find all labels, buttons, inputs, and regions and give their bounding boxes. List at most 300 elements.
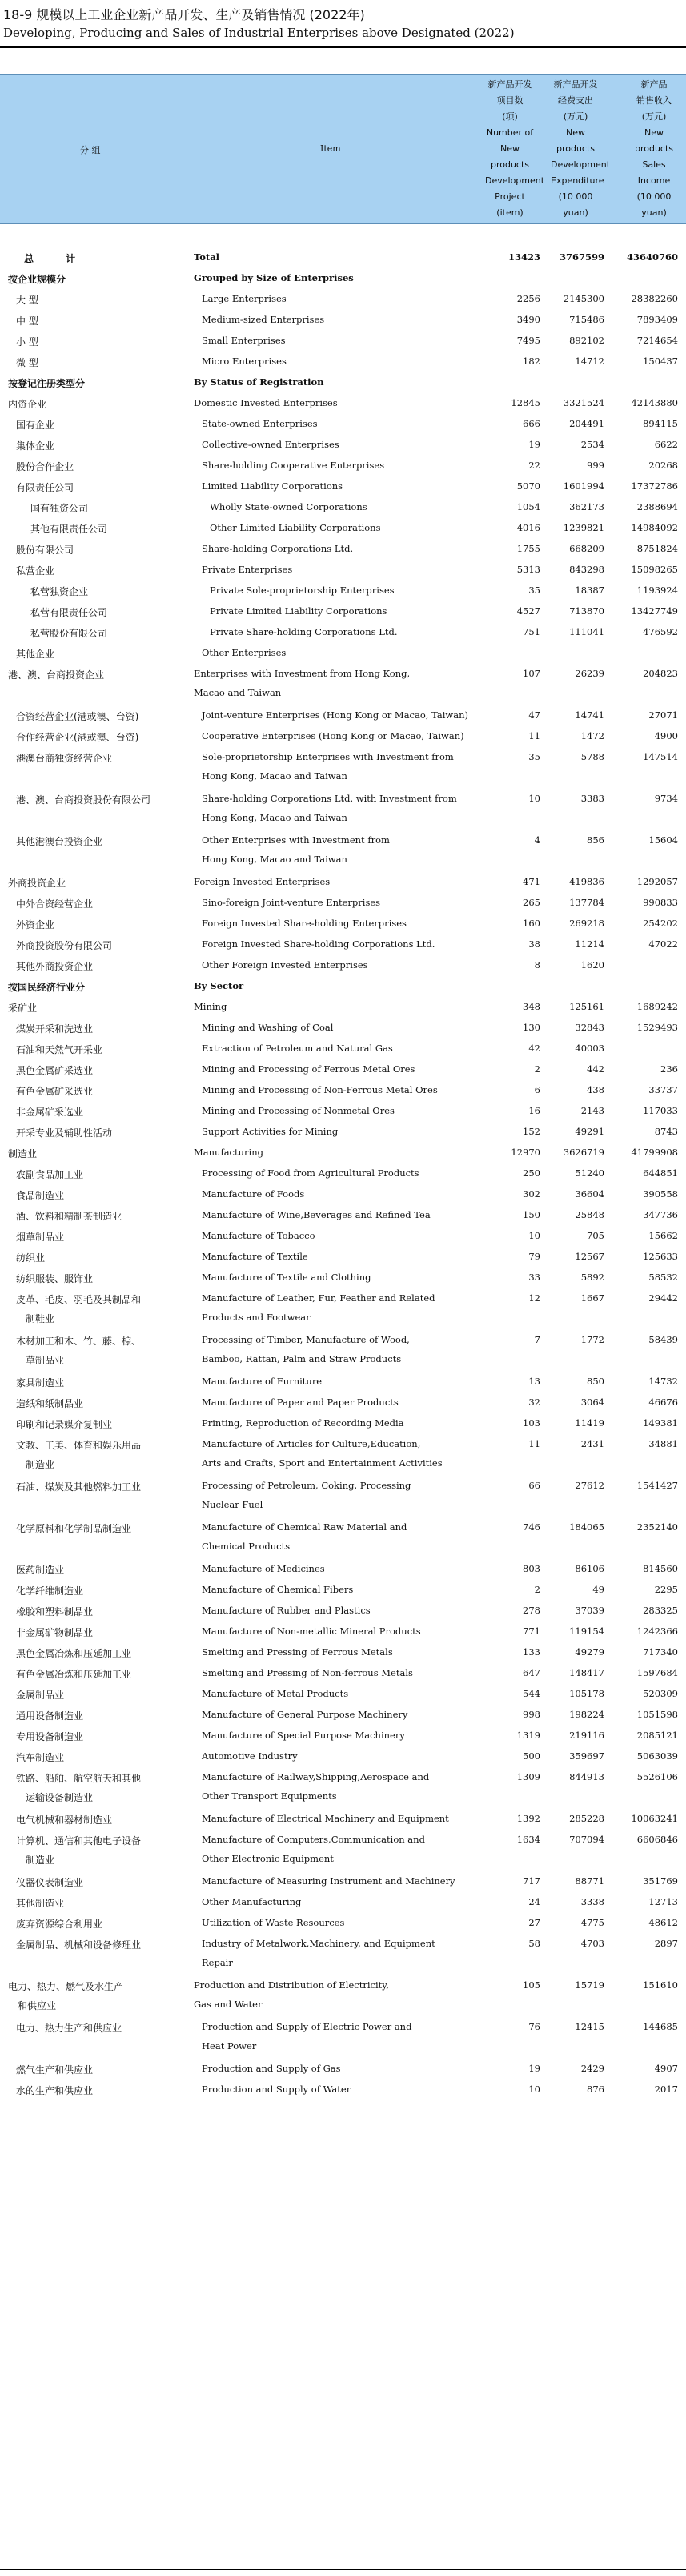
cell-sales: 814560 (643, 1563, 678, 1574)
row-label-cn: 开采专业及辅助性活动 (16, 1127, 113, 1139)
row-label-cn: 外商投资企业 (8, 878, 66, 889)
cell-projects: 35 (528, 585, 540, 596)
row-label-en: Large Enterprises (202, 293, 287, 304)
table-row (0, 831, 686, 873)
table-row (0, 1393, 686, 1414)
cell-projects: 666 (523, 418, 540, 429)
cell-projects: 4 (534, 834, 540, 846)
row-label-cn: 其他制造业 (16, 1898, 65, 1909)
cell-expenditure: 362173 (569, 501, 604, 512)
table-row (0, 1706, 686, 1726)
cell-sales: 20268 (648, 460, 678, 471)
row-label-en: Grouped by Size of Enterprises (194, 272, 354, 283)
cell-projects: 4527 (516, 605, 540, 617)
cell-expenditure: 844913 (569, 1771, 604, 1782)
cell-sales: 1529493 (636, 1022, 678, 1033)
cell-projects: 35 (528, 751, 540, 762)
cell-projects: 10 (528, 1230, 540, 1241)
cell-expenditure: 51240 (575, 1167, 604, 1179)
table-row (0, 790, 686, 831)
row-label-en: Manufacture of Computers,Communication and (202, 1834, 425, 1845)
row-label-en: Production and Distribution of Electricity, (194, 1979, 389, 1991)
header-line: Sales (642, 159, 666, 170)
cell-expenditure: 705 (587, 1230, 604, 1241)
cell-projects: 1319 (516, 1730, 540, 1741)
cell-expenditure: 876 (587, 2084, 604, 2095)
row-label-en: Foreign Invested Share-holding Corporations Ltd. (202, 938, 435, 950)
row-label-en: Manufacture of Leather, Fur, Feather and Related (202, 1292, 435, 1304)
cell-projects: 27 (528, 1917, 540, 1928)
cell-projects: 500 (523, 1750, 540, 1762)
cell-expenditure: 86106 (575, 1563, 604, 1574)
cell-sales: 17372786 (631, 480, 678, 492)
row-label-en-cont: Other Electronic Equipment (202, 1853, 334, 1864)
table-row (0, 956, 686, 977)
cell-expenditure: 49291 (575, 1126, 604, 1137)
row-label-cn-cont: 制造业 (26, 1459, 55, 1470)
cell-sales: 33737 (648, 1084, 678, 1095)
row-label-en: Other Foreign Invested Enterprises (202, 959, 368, 971)
cell-projects: 19 (528, 2063, 540, 2074)
row-label-cn-cont: 制造业 (26, 1855, 55, 1866)
row-label-en: Sino-foreign Joint-venture Enterprises (202, 897, 381, 908)
row-label-en: Manufacture of Metal Products (202, 1688, 349, 1699)
table-row (0, 602, 686, 623)
table-row (0, 1622, 686, 1643)
row-label-cn: 木材加工和木、竹、藤、棕、 (16, 1336, 142, 1347)
cell-projects: 12970 (511, 1147, 540, 1158)
row-label-cn: 中 型 (16, 315, 38, 327)
cell-expenditure: 18387 (575, 585, 604, 596)
cell-expenditure: 1239821 (563, 522, 604, 533)
cell-sales: 144685 (643, 2021, 678, 2032)
cell-projects: 302 (523, 1188, 540, 1200)
table-row (0, 1643, 686, 1664)
cell-sales: 254202 (643, 918, 678, 929)
cell-sales: 7214654 (636, 335, 678, 346)
cell-projects: 1054 (516, 501, 540, 512)
cell-projects: 3490 (516, 314, 540, 325)
cell-projects: 7495 (516, 335, 540, 346)
row-label-en: Production and Supply of Water (202, 2084, 351, 2095)
row-label-cn: 橡胶和塑料制品业 (16, 1606, 94, 1618)
row-label-en: Foreign Invested Share-holding Enterprises (202, 918, 407, 929)
cell-expenditure: 715486 (569, 314, 604, 325)
row-label-cn: 印刷和记录媒介复制业 (16, 1419, 113, 1430)
row-label-cn: 非金属矿采选业 (16, 1107, 84, 1118)
table-row (0, 1560, 686, 1581)
row-label-en-cont: Hong Kong, Macao and Taiwan (202, 854, 347, 865)
cell-expenditure: 14741 (575, 709, 604, 721)
cell-expenditure: 2431 (580, 1438, 604, 1449)
row-label-cn: 制造业 (8, 1148, 38, 1159)
cell-projects: 16 (528, 1105, 540, 1116)
table-row (0, 1893, 686, 1914)
row-label-cn: 石油和天然气开采业 (16, 1044, 103, 1055)
cell-expenditure: 219116 (569, 1730, 604, 1741)
row-label-cn: 医药制造业 (16, 1565, 65, 1576)
row-label-cn: 私营股份有限公司 (30, 628, 108, 639)
row-label-en: Manufacture of Medicines (202, 1563, 325, 1574)
row-label-cn: 国有独资公司 (30, 503, 89, 514)
row-label-en-cont: Heat Power (202, 2040, 257, 2052)
cell-sales: 14732 (648, 1376, 678, 1387)
cell-expenditure: 32843 (575, 1022, 604, 1033)
row-label-cn: 港澳台商独资经营企业 (16, 753, 113, 764)
table-row (0, 1227, 686, 1248)
cell-projects: 66 (528, 1480, 540, 1491)
cell-projects: 13 (528, 1376, 540, 1387)
table-row (0, 1872, 686, 1893)
cell-expenditure: 12567 (575, 1251, 604, 1262)
row-label-en: Processing of Petroleum, Coking, Processing (202, 1480, 411, 1491)
row-label-en: Private Sole-proprietorship Enterprises (210, 585, 395, 596)
row-label-cn: 烟草制品业 (16, 1232, 65, 1243)
row-label-en: Other Limited Liability Corporations (210, 522, 381, 533)
header-item-en: Item (320, 143, 341, 154)
cell-projects: 10 (528, 793, 540, 804)
table-row (0, 1685, 686, 1706)
table-row (0, 311, 686, 332)
cell-expenditure: 36604 (575, 1188, 604, 1200)
row-label-cn: 专用设备制造业 (16, 1731, 84, 1742)
row-label-en: Mining and Washing of Coal (202, 1022, 334, 1033)
row-label-en: Support Activities for Mining (202, 1126, 339, 1137)
table-row (0, 2080, 686, 2101)
header-line: 销售收入 (636, 95, 672, 106)
cell-expenditure: 892102 (569, 335, 604, 346)
cell-sales: 9734 (654, 793, 678, 804)
header-line: (万元) (641, 111, 667, 122)
cell-expenditure: 1772 (580, 1334, 604, 1345)
cell-sales: 204823 (643, 668, 678, 679)
cell-sales: 2388694 (636, 501, 678, 512)
table-row (0, 269, 686, 290)
cell-projects: 58 (528, 1938, 540, 1949)
row-label-en: Other Manufacturing (202, 1896, 302, 1907)
row-label-en: Total (194, 251, 220, 263)
table-row (0, 665, 686, 706)
header-line: Number of (486, 127, 534, 138)
cell-projects: 24 (528, 1896, 540, 1907)
header-line: (item) (496, 207, 524, 218)
row-label-cn: 股份有限公司 (16, 545, 74, 556)
cell-projects: 103 (523, 1417, 540, 1429)
cell-expenditure: 5788 (580, 751, 604, 762)
table-header (0, 74, 686, 224)
cell-expenditure: 25848 (575, 1209, 604, 1220)
cell-sales: 1689242 (636, 1001, 678, 1012)
row-label-cn-cont: 草制品业 (26, 1355, 65, 1366)
cell-sales: 717340 (643, 1646, 678, 1658)
cell-sales: 13427749 (631, 605, 678, 617)
cell-projects: 22 (528, 460, 540, 471)
row-label-cn: 非金属矿物制品业 (16, 1627, 94, 1638)
cell-expenditure: 198224 (569, 1709, 604, 1720)
row-label-en: Cooperative Enterprises (Hong Kong or Macao, Taiwan) (202, 730, 464, 741)
table-row (0, 248, 686, 269)
header-line: products (556, 143, 596, 154)
row-label-en: Printing, Reproduction of Recording Media (202, 1417, 404, 1429)
header-line: 新产品开发 (487, 79, 532, 90)
cell-projects: 8 (534, 959, 540, 971)
row-label-cn: 其他外商投资企业 (16, 961, 94, 972)
cell-sales: 2017 (654, 2084, 678, 2095)
table-row (0, 1414, 686, 1435)
row-label-cn: 其他港澳台投资企业 (16, 836, 103, 847)
cell-sales: 10063241 (631, 1813, 678, 1824)
table-row (0, 1581, 686, 1601)
row-label-en: Wholly State-owned Corporations (210, 501, 367, 512)
cell-expenditure: 119154 (569, 1626, 604, 1637)
cell-expenditure: 40003 (575, 1043, 604, 1054)
table-row (0, 1185, 686, 1206)
header-col-sales (629, 77, 679, 221)
row-label-en-cont: Products and Footwear (202, 1312, 311, 1323)
cell-sales: 351769 (643, 1875, 678, 1887)
cell-expenditure: 3767599 (559, 251, 604, 263)
header-line: Development (551, 159, 611, 170)
cell-projects: 182 (523, 356, 540, 367)
table-row (0, 977, 686, 998)
cell-sales: 990833 (643, 897, 678, 908)
table-row (0, 581, 686, 602)
table-row (0, 1019, 686, 1039)
header-line: 经费支出 (558, 95, 593, 106)
row-label-cn: 大 型 (16, 295, 38, 306)
row-label-en: Industry of Metalwork,Machinery, and Equipment (202, 1938, 435, 1949)
cell-projects: 12845 (511, 397, 540, 408)
cell-projects: 2 (534, 1063, 540, 1075)
cell-projects: 38 (528, 938, 540, 950)
cell-expenditure: 88771 (575, 1875, 604, 1887)
header-line: (10 000 yuan) (558, 191, 593, 218)
row-label-en-cont: Macao and Taiwan (194, 687, 282, 698)
table-title-cn: 18-9 规模以上工业企业新产品开发、生产及销售情况 (2022年) (3, 7, 365, 22)
header-line: Development (485, 175, 545, 186)
cell-expenditure: 105178 (569, 1688, 604, 1699)
cell-projects: 265 (523, 897, 540, 908)
row-label-cn: 中外合资经营企业 (16, 898, 94, 910)
row-label-cn: 化学纤维制造业 (16, 1585, 84, 1597)
cell-sales: 151610 (643, 1979, 678, 1991)
row-label-en: Manufacture of Wine,Beverages and Refined Tea (202, 1209, 431, 1220)
cell-projects: 5070 (516, 480, 540, 492)
cell-sales: 34881 (648, 1438, 678, 1449)
cell-expenditure: 285228 (569, 1813, 604, 1824)
table-row (0, 727, 686, 748)
cell-expenditure: 125161 (569, 1001, 604, 1012)
row-label-cn: 内资企业 (8, 399, 47, 410)
cell-expenditure: 442 (587, 1063, 604, 1075)
cell-sales: 58439 (648, 1334, 678, 1345)
bottom-rule (0, 2569, 686, 2570)
cell-expenditure: 11419 (575, 1417, 604, 1429)
cell-expenditure: 11214 (575, 938, 604, 950)
table-row (0, 415, 686, 436)
row-label-cn: 有色金属矿采选业 (16, 1086, 94, 1097)
table-row (0, 2060, 686, 2080)
row-label-en: Processing of Timber, Manufacture of Wood, (202, 1334, 410, 1345)
cell-sales: 390558 (643, 1188, 678, 1200)
row-label-cn: 合作经营企业(港或澳、台资) (16, 732, 139, 743)
table-row (0, 540, 686, 561)
header-line: products (634, 143, 674, 154)
row-label-cn: 仪器仪表制造业 (16, 1877, 84, 1888)
row-label-cn: 按登记注册类型分 (8, 378, 86, 389)
cell-sales: 2897 (654, 1938, 678, 1949)
row-label-en-cont: Arts and Crafts, Sport and Entertainment Activities (202, 1457, 443, 1469)
cell-sales: 8743 (654, 1126, 678, 1137)
row-label-en: Private Share-holding Corporations Ltd. (210, 626, 398, 637)
cell-expenditure: 668209 (569, 543, 604, 554)
table-row (0, 519, 686, 540)
cell-sales: 1051598 (636, 1709, 678, 1720)
cell-expenditure: 1601994 (563, 480, 604, 492)
cell-expenditure: 49279 (575, 1646, 604, 1658)
cell-sales: 29442 (648, 1292, 678, 1304)
row-label-en: Share-holding Corporations Ltd. with Investment from (202, 793, 457, 804)
row-label-cn: 通用设备制造业 (16, 1710, 84, 1722)
row-label-en: Share-holding Cooperative Enterprises (202, 460, 385, 471)
table-row (0, 998, 686, 1019)
row-label-cn: 总 计 (24, 253, 90, 264)
table-row (0, 1206, 686, 1227)
row-label-en: Joint-venture Enterprises (Hong Kong or Macao, Taiwan) (202, 709, 468, 721)
cell-projects: 42 (528, 1043, 540, 1054)
header-line: (项) (502, 111, 518, 122)
table-row (0, 914, 686, 935)
cell-projects: 1755 (516, 543, 540, 554)
cell-sales: 476592 (643, 626, 678, 637)
row-label-cn: 金属制品、机械和设备修理业 (16, 1939, 142, 1951)
table-row (0, 935, 686, 956)
header-line: New (644, 127, 664, 138)
row-label-en: Sole-proprietorship Enterprises with Investment from (202, 751, 454, 762)
row-label-en: Other Enterprises (202, 647, 287, 658)
row-label-en: Manufacture of Foods (202, 1188, 305, 1200)
cell-expenditure: 713870 (569, 605, 604, 617)
cell-sales: 2295 (654, 1584, 678, 1595)
cell-expenditure: 27612 (575, 1480, 604, 1491)
table-row (0, 644, 686, 665)
cell-sales: 47022 (648, 938, 678, 950)
header-line: Expenditure (551, 175, 604, 186)
cell-sales: 15604 (648, 834, 678, 846)
cell-expenditure: 148417 (569, 1667, 604, 1678)
row-label-en: Other Enterprises with Investment from (202, 834, 390, 846)
row-label-en: Smelting and Pressing of Ferrous Metals (202, 1646, 393, 1658)
table-row (0, 748, 686, 790)
cell-expenditure: 15719 (575, 1979, 604, 1991)
cell-projects: 152 (523, 1126, 540, 1137)
row-label-en: Manufacture of Railway,Shipping,Aerospace and (202, 1771, 430, 1782)
row-label-en: Enterprises with Investment from Hong Kong, (194, 668, 411, 679)
row-label-cn: 股份合作企业 (16, 461, 74, 472)
cell-projects: 47 (528, 709, 540, 721)
row-label-en: Manufacture of General Purpose Machinery (202, 1709, 408, 1720)
cell-sales: 147514 (643, 751, 678, 762)
row-label-cn: 纺织业 (16, 1252, 46, 1264)
cell-projects: 348 (523, 1001, 540, 1012)
row-label-cn: 港、澳、台商投资股份有限公司 (16, 794, 151, 806)
cell-sales: 27071 (648, 709, 678, 721)
row-label-cn: 私营有限责任公司 (30, 607, 108, 618)
header-col-expenditure (551, 77, 611, 221)
cell-projects: 32 (528, 1397, 540, 1408)
cell-projects: 803 (523, 1563, 540, 1574)
cell-projects: 746 (523, 1521, 540, 1533)
cell-sales: 12713 (648, 1896, 678, 1907)
table-row (0, 1123, 686, 1143)
cell-expenditure: 843298 (569, 564, 604, 575)
table-row (0, 1289, 686, 1331)
row-label-en: Manufacture of Textile and Clothing (202, 1272, 371, 1283)
cell-sales: 15662 (648, 1230, 678, 1241)
cell-expenditure: 49 (592, 1584, 604, 1595)
row-label-cn-cont: 和供应业 (18, 2000, 57, 2011)
cell-projects: 471 (523, 876, 540, 887)
table-row (0, 1768, 686, 1810)
row-label-en: Manufacture of Chemical Raw Material and (202, 1521, 407, 1533)
cell-expenditure: 12415 (575, 2021, 604, 2032)
row-label-cn: 燃气生产和供应业 (16, 2064, 94, 2076)
cell-projects: 76 (528, 2021, 540, 2032)
cell-expenditure: 184065 (569, 1521, 604, 1533)
cell-sales: 42143880 (631, 397, 678, 408)
cell-expenditure: 2143 (580, 1105, 604, 1116)
cell-projects: 544 (523, 1688, 540, 1699)
row-label-en: Processing of Food from Agricultural Products (202, 1167, 419, 1179)
header-line: 项目数 (496, 95, 524, 106)
row-label-cn: 采矿业 (8, 1003, 38, 1014)
header-line: (10 000 yuan) (636, 191, 672, 218)
table-row (0, 352, 686, 373)
row-label-cn: 纺织服装、服饰业 (16, 1273, 94, 1284)
cell-sales: 4900 (654, 730, 678, 741)
row-label-en: Medium-sized Enterprises (202, 314, 325, 325)
row-label-cn: 煤炭开采和洗选业 (16, 1023, 94, 1035)
cell-sales: 1193924 (636, 585, 678, 596)
cell-sales: 520309 (643, 1688, 678, 1699)
header-line: 新产品开发 (553, 79, 598, 90)
row-label-en: Manufacture of Textile (202, 1251, 308, 1262)
cell-sales: 15098265 (631, 564, 678, 575)
row-label-cn: 石油、煤炭及其他燃料加工业 (16, 1481, 142, 1493)
row-label-cn: 造纸和纸制品业 (16, 1398, 84, 1409)
row-label-cn: 外商投资股份有限公司 (16, 940, 113, 951)
row-label-en: Share-holding Corporations Ltd. (202, 543, 354, 554)
cell-expenditure: 1472 (580, 730, 604, 741)
cell-projects: 2 (534, 1584, 540, 1595)
row-label-en: Micro Enterprises (202, 356, 287, 367)
row-label-cn: 小 型 (16, 336, 38, 348)
cell-expenditure: 438 (587, 1084, 604, 1095)
row-label-cn: 家具制造业 (16, 1377, 65, 1388)
table-row (0, 1810, 686, 1831)
cell-sales: 149381 (643, 1417, 678, 1429)
row-label-en: Small Enterprises (202, 335, 286, 346)
row-label-en-cont: Nuclear Fuel (202, 1499, 263, 1510)
cell-expenditure: 14712 (575, 356, 604, 367)
table-row (0, 1601, 686, 1622)
cell-sales: 6622 (654, 439, 678, 450)
cell-sales: 6606846 (636, 1834, 678, 1845)
row-label-cn-cont: 运输设备制造业 (26, 1792, 94, 1803)
cell-expenditure: 4703 (580, 1938, 604, 1949)
table-row (0, 873, 686, 894)
row-label-en: Mining (194, 1001, 227, 1012)
